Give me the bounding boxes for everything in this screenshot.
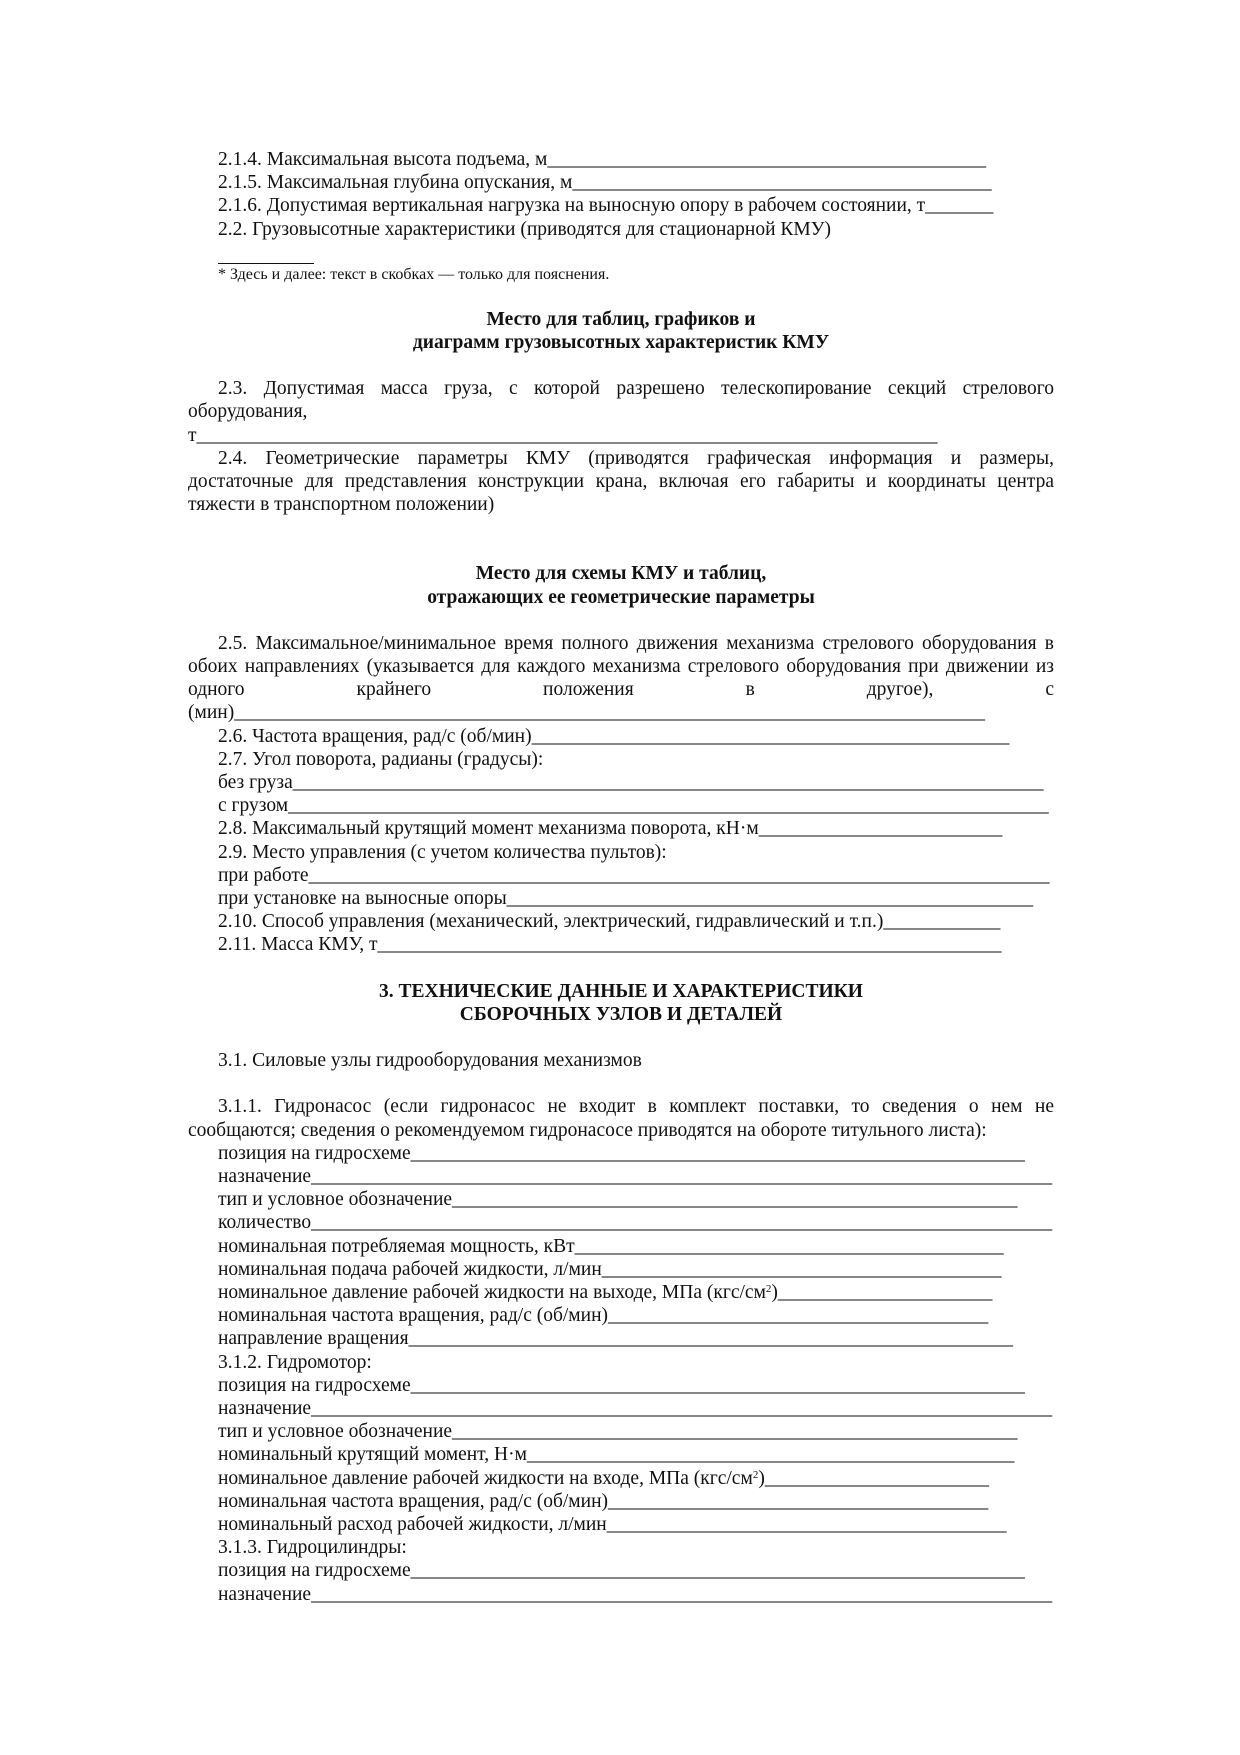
item-2-5: 2.5. Максимальное/минимальное время полного движения механизма стрелового оборудования в обоих направлениях (указывается для каждого механизма стрелового оборудования при движении из одного крайнего положения в другое), с (мин)_____________________________________________________________________________: [188, 632, 1054, 724]
item-2-7-with-load: с грузом______________________________________________________________________________: [218, 795, 1049, 817]
item-2-1-4: 2.1.4. Максимальная высота подъема, м_____________________________________________: [218, 149, 987, 170]
section-3-title-1: 3. ТЕХНИЧЕСКИЕ ДАННЫЕ И ХАРАКТЕРИСТИКИ: [379, 980, 863, 1002]
item-3-1: 3.1. Силовые узлы гидрооборудования механизмов: [218, 1050, 642, 1072]
pump-purpose: назначение____________________________________________________________________________: [218, 1165, 1053, 1187]
item-2-3: 2.3. Допустимая масса груза, с которой разрешено телескопирование секций стрелового оборудования, т____________________________________________________________________________: [188, 378, 1054, 446]
item-2-9-outriggers: при установке на выносные опоры______________________________________________________: [218, 888, 1034, 910]
item-2-7-no-load: без груза_____________________________________________________________________________: [218, 772, 1044, 794]
item-2-10: 2.10. Способ управления (механический, электрический, гидравлический и т.п.)____________: [218, 911, 1001, 933]
motor-purpose: назначение____________________________________________________________________________: [218, 1397, 1053, 1419]
item-2-4: 2.4. Геометрические параметры КМУ (приводятся графическая информация и размеры, достаточные для представления конструкции крана, включая его габариты и координаты центра тяжести в транспортном положении): [188, 447, 1054, 516]
document-page: [188, 148, 1054, 1606]
item-2-6: 2.6. Частота вращения, рад/с (об/мин)_________________________________________________: [218, 725, 1010, 747]
placeholder-load-height-title-1: Место для таблиц, графиков и: [486, 308, 756, 330]
placeholder-load-height-title-2: диаграмм грузовысотных характеристик КМУ: [412, 332, 830, 354]
motor-frequency: номинальная частота вращения, рад/с (об/мин)_______________________________________: [218, 1490, 989, 1512]
section-3-title-2: СБОРОЧНЫХ УЗЛОВ И ДЕТАЛЕЙ: [459, 1003, 783, 1025]
item-2-9: 2.9. Место управления (с учетом количества пультов):: [218, 841, 667, 863]
item-2-9-operation: при работе____________________________________________________________________________: [218, 864, 1050, 886]
motor-type: тип и условное обозначение__________________________________________________________: [218, 1421, 1018, 1443]
motor-pressure: номинальное давление рабочей жидкости на входе, МПа $(кгс/см^2)\_\_\_\_\_\_\_\_\_\_\_\_\_\_\_\_\_\_\_\_\_\_\_$: [218, 1467, 990, 1489]
pump-pressure: номинальное давление рабочей жидкости на выходе, МПа $(кгс/см^2)\_\_\_\_\_\_\_\_\_\_\_\_\_\_\_\_\_\_\_\_\_\_$: [218, 1281, 993, 1303]
cylinder-purpose: назначение____________________________________________________________________________: [218, 1583, 1053, 1605]
item-3-1-2: 3.1.2. Гидромотор:: [218, 1351, 372, 1373]
pump-power: номинальная потребляемая мощность, кВт____________________________________________: [218, 1235, 1004, 1257]
item-3-1-1: 3.1.1. Гидронасос (если гидронасос не входит в комплект поставки, то сведения о нем не сообщаются; сведения о рекомендуемом гидронасосе приводятся на обороте титульного листа):: [188, 1096, 1054, 1141]
item-2-8: 2.8. Максимальный крутящий момент механизма поворота, кН·м_________________________: [218, 818, 1003, 840]
item-3-1-3: 3.1.3. Гидроцилиндры:: [218, 1537, 407, 1559]
item-2-2: 2.2. Грузовысотные характеристики (приводятся для стационарной КМУ): [218, 218, 832, 240]
item-2-7: 2.7. Угол поворота, радианы (градусы):: [218, 748, 544, 770]
item-2-1-6: 2.1.6. Допустимая вертикальная нагрузка на выносную опору в рабочем состоянии, т_______: [218, 195, 994, 217]
motor-position: позиция на гидросхеме_______________________________________________________________: [218, 1374, 1025, 1396]
motor-torque: номинальный крутящий момент, Н·м__________________________________________________: [218, 1444, 1015, 1466]
footnote: * Здесь и далее: текст в скобках — только для пояснения.: [218, 265, 610, 283]
item-2-11: 2.11. Масса КМУ, т________________________________________________________________: [218, 934, 1002, 956]
pump-frequency: номинальная частота вращения, рад/с (об/мин)_______________________________________: [218, 1305, 989, 1327]
motor-flow: номинальный расход рабочей жидкости, л/мин_________________________________________: [218, 1513, 1007, 1535]
pump-position: позиция на гидросхеме_______________________________________________________________: [218, 1142, 1025, 1164]
pump-type: тип и условное обозначение__________________________________________________________: [218, 1189, 1018, 1211]
pump-flow: номинальная подача рабочей жидкости, л/мин_________________________________________: [218, 1258, 1002, 1280]
placeholder-scheme-title-2: отражающих ее геометрические параметры: [427, 586, 815, 608]
placeholder-scheme-title-1: Место для схемы КМУ и таблиц,: [475, 563, 767, 585]
cylinder-position: позиция на гидросхеме_______________________________________________________________: [218, 1560, 1025, 1582]
footnote-separator: [218, 246, 314, 264]
pump-quantity: количество____________________________________________________________________________: [218, 1212, 1053, 1234]
item-2-1-5: 2.1.5. Максимальная глубина опускания, м___________________________________________: [218, 172, 992, 194]
pump-direction: направление вращения______________________________________________________________: [218, 1328, 1014, 1350]
